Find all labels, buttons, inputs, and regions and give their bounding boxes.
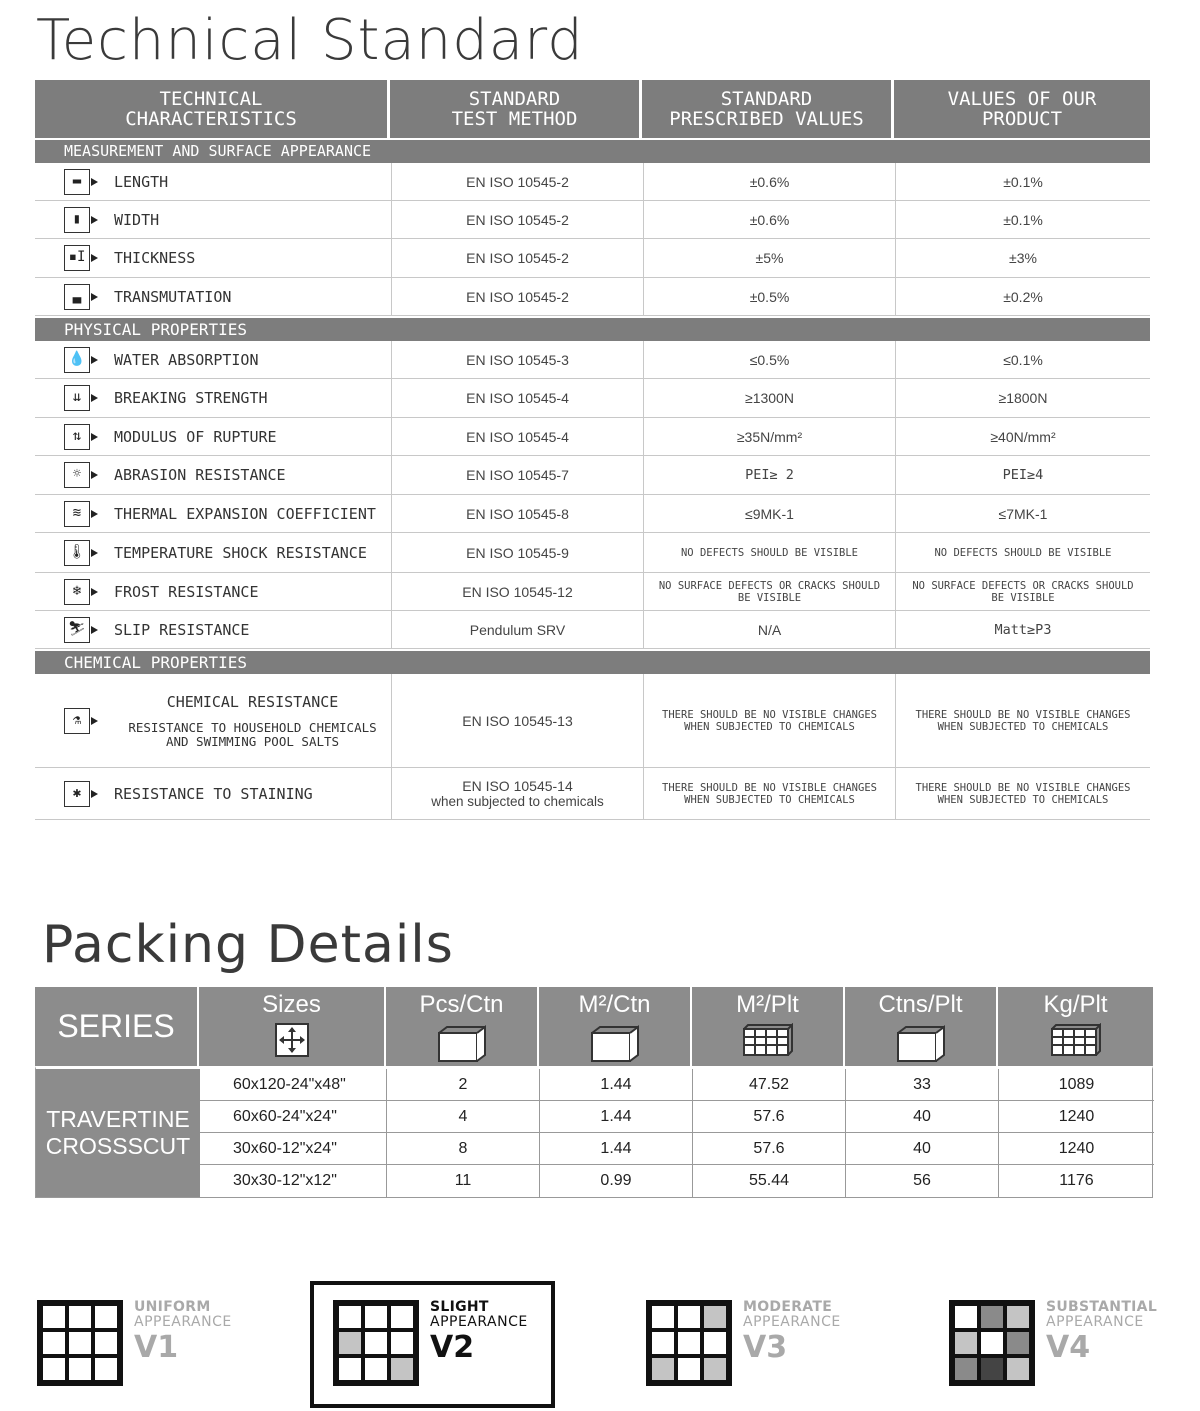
test-method-cell: EN ISO 10545-2 (392, 278, 644, 315)
grid-cell (1005, 1304, 1031, 1330)
characteristic-cell (35, 495, 392, 532)
ctns-plt-cell: 33 (846, 1069, 999, 1100)
packing-table-header (35, 987, 1153, 1066)
grid-cell (979, 1356, 1005, 1382)
kg-plt-cell: 1176 (1059, 1172, 1094, 1189)
characteristic-cell (35, 418, 392, 455)
appearance-label: MODERATE (743, 1299, 833, 1315)
test-method-cell: EN ISO 10545-2 (392, 201, 644, 238)
characteristic-label: SLIP RESISTANCE (114, 620, 250, 639)
test-method-cell: EN ISO 10545-2 (392, 239, 644, 277)
characteristic-label: BREAKING STRENGTH (114, 389, 268, 407)
characteristic-cell (35, 163, 392, 200)
prescribed-value-cell: ±0.5% (644, 278, 896, 315)
size-cell: 30x30-12"x12" (200, 1165, 387, 1197)
characteristic-cell (35, 611, 392, 648)
grid-cell (93, 1304, 119, 1330)
header-ctns-plt: Ctns/Plt (845, 987, 998, 1066)
method-subtitle: when subjected to chemicals (431, 794, 604, 809)
carton-icon (895, 1023, 947, 1063)
characteristic-cell (35, 533, 392, 572)
test-method-cell: EN ISO 10545-13 (392, 674, 644, 767)
table-row (35, 418, 1150, 456)
table-row (35, 533, 1150, 573)
m2-ctn-cell: 1.44 (540, 1069, 693, 1100)
pallet-icon (742, 1023, 794, 1057)
grid-cell (67, 1356, 93, 1382)
characteristic-cell (35, 278, 392, 315)
grid-cell (676, 1356, 702, 1382)
grid-cell (650, 1356, 676, 1382)
grid-cell (979, 1330, 1005, 1356)
grid-cell (389, 1330, 415, 1356)
ctns-plt-cell: 40 (846, 1101, 999, 1132)
grid-cell (93, 1330, 119, 1356)
appearance-v1 (37, 1300, 232, 1386)
grid-cell (650, 1304, 676, 1330)
test-method-cell: EN ISO 10545-4 (392, 418, 644, 455)
abrasion-resistance-icon: ☼ (64, 461, 98, 489)
grid-cell (676, 1304, 702, 1330)
characteristic-label: RESISTANCE TO STAINING (114, 784, 313, 803)
size-cell: 30x60-12"x24" (200, 1133, 387, 1164)
packing-details-title: Packing Details (42, 915, 454, 975)
thickness-icon: ▪I (64, 244, 98, 272)
table-row (35, 768, 1150, 820)
breaking-strength-icon: ⇊ (64, 384, 98, 412)
our-value-cell: ≤7MK-1 (998, 505, 1048, 522)
header-pcs-ctn: Pcs/Ctn (386, 987, 539, 1066)
characteristic-label: WIDTH (114, 210, 160, 229)
grid-cell (389, 1356, 415, 1382)
our-value-cell: NO DEFECTS SHOULD BE VISIBLE (934, 546, 1112, 559)
packing-details-table (35, 987, 1153, 1198)
appearance-code: V1 (134, 1330, 179, 1365)
prescribed-value-cell: THERE SHOULD BE NO VISIBLE CHANGES WHEN SUBJECTED TO CHEMICALS (644, 768, 896, 819)
grid-cell (676, 1330, 702, 1356)
prescribed-value-cell: NO SURFACE DEFECTS OR CRACKS SHOULD BE VISIBLE (644, 573, 896, 610)
our-value-cell: NO SURFACE DEFECTS OR CRACKS SHOULD BE VISIBLE (912, 579, 1134, 604)
move-arrows-icon (275, 1023, 309, 1057)
test-method-cell: EN ISO 10545-2 (392, 163, 644, 200)
table-row (35, 239, 1150, 278)
test-method-cell: EN ISO 10545-7 (392, 456, 644, 494)
grid-cell (953, 1356, 979, 1382)
header-kg-plt: Kg/Plt (998, 987, 1153, 1066)
grid-cell (337, 1330, 363, 1356)
appearance-code: V3 (743, 1330, 788, 1365)
our-value-cell: ≥40N/mm² (990, 428, 1056, 445)
characteristic-label: FROST RESISTANCE (114, 582, 259, 601)
ctns-plt-cell: 56 (846, 1165, 999, 1197)
characteristic-label: LENGTH (114, 172, 169, 191)
temperature-shock-icon: 🌡 (64, 539, 98, 567)
appearance-sub: APPEARANCE (743, 1314, 841, 1330)
series-name: TRAVERTINE CROSSSCUT (36, 1069, 200, 1197)
table-row (35, 379, 1150, 418)
grid-cell (702, 1330, 728, 1356)
table-row (35, 278, 1150, 316)
characteristic-label: TEMPERATURE SHOCK RESISTANCE (114, 543, 367, 562)
grid-cell (67, 1304, 93, 1330)
characteristic-cell (35, 341, 392, 378)
prescribed-value-cell: ≤9MK-1 (644, 495, 896, 532)
header-m2-ctn: M²/Ctn (539, 987, 692, 1066)
kg-plt-cell: 1240 (1058, 1107, 1095, 1125)
m2-ctn-cell: 1.44 (540, 1133, 693, 1164)
prescribed-value-cell: ±0.6% (644, 163, 896, 200)
appearance-sub: APPEARANCE (134, 1314, 232, 1330)
header-technical-characteristics: TECHNICAL CHARACTERISTICS (35, 80, 390, 138)
table-row (35, 341, 1150, 379)
appearance-label: SUBSTANTIAL (1046, 1299, 1158, 1315)
table-row (35, 573, 1150, 611)
grid-cell (702, 1356, 728, 1382)
our-value-cell: ±0.1% (1003, 211, 1043, 228)
m2-plt-cell: 57.6 (693, 1101, 846, 1132)
prescribed-value-cell: THERE SHOULD BE NO VISIBLE CHANGES WHEN SUBJECTED TO CHEMICALS (644, 674, 896, 767)
our-value-cell: ±0.2% (1003, 288, 1043, 305)
slip-resistance-icon: ⛷ (64, 616, 98, 644)
modulus-of-rupture-icon: ⇅ (64, 423, 98, 451)
header-test-method: STANDARD TEST METHOD (390, 80, 642, 138)
characteristic-cell (35, 201, 392, 238)
chemical-resistance-icon: ⚗ (64, 707, 98, 735)
table-row (200, 1133, 1154, 1165)
variation-grid-icon (949, 1300, 1035, 1386)
our-value-cell: ≤0.1% (1003, 351, 1043, 368)
kg-plt-cell: 1240 (1058, 1139, 1095, 1157)
packing-table-body (35, 1066, 1153, 1198)
characteristic-label: WATER ABSORPTION (114, 350, 259, 369)
pcs-ctn-cell: 8 (387, 1133, 540, 1164)
characteristic-label: MODULUS OF RUPTURE (114, 427, 277, 446)
grid-cell (702, 1304, 728, 1330)
test-method-cell: Pendulum SRV (392, 611, 644, 648)
prescribed-value-cell: ≥35N/mm² (644, 418, 896, 455)
length-icon: ▬ (64, 168, 98, 196)
characteristic-cell (35, 573, 392, 610)
pallet-icon (1050, 1023, 1102, 1057)
prescribed-value-cell: N/A (644, 611, 896, 648)
grid-cell (389, 1304, 415, 1330)
water-absorption-icon: 💧 (64, 346, 98, 374)
test-method-cell: EN ISO 10545-14 when subjected to chemicals (392, 768, 644, 819)
appearance-v3 (646, 1300, 841, 1386)
table-row (200, 1101, 1154, 1133)
prescribed-value-cell: ≤0.5% (644, 341, 896, 378)
table-row (35, 456, 1150, 495)
kg-plt-cell: 1089 (1058, 1075, 1095, 1093)
technical-table-header (35, 80, 1150, 138)
table-row (35, 201, 1150, 239)
header-our-values: VALUES OF OUR PRODUCT (894, 80, 1150, 138)
variation-grid-icon (333, 1300, 419, 1386)
test-method-cell: EN ISO 10545-3 (392, 341, 644, 378)
carton-icon (436, 1023, 488, 1063)
header-prescribed-values: STANDARD PRESCRIBED VALUES (642, 80, 894, 138)
grid-cell (953, 1330, 979, 1356)
characteristic-cell (35, 239, 392, 277)
prescribed-value-cell: NO DEFECTS SHOULD BE VISIBLE (644, 533, 896, 572)
characteristic-subtitle: RESISTANCE TO HOUSEHOLD CHEMICALS AND SWIMMING POOL SALTS (128, 719, 377, 749)
transmutation-icon: ▃ (64, 283, 98, 311)
grid-cell (1005, 1330, 1031, 1356)
grid-cell (363, 1356, 389, 1382)
grid-cell (41, 1330, 67, 1356)
table-row (200, 1069, 1154, 1101)
characteristic-label: TRANSMUTATION (114, 287, 232, 306)
table-row (35, 163, 1150, 201)
prescribed-value-cell: ±5% (644, 239, 896, 277)
our-value-cell: THERE SHOULD BE NO VISIBLE CHANGES WHEN SUBJECTED TO CHEMICALS (915, 781, 1131, 806)
test-method-cell: EN ISO 10545-9 (392, 533, 644, 572)
our-value-cell: ≥1800N (998, 390, 1048, 406)
size-cell: 60x60-24"x24" (200, 1101, 387, 1132)
section-header: PHYSICAL PROPERTIES (35, 318, 1150, 341)
header-series: SERIES (35, 987, 199, 1066)
ctns-plt-cell: 40 (846, 1133, 999, 1164)
appearance-sub: APPEARANCE (430, 1314, 528, 1330)
prescribed-value-cell: ±0.6% (644, 201, 896, 238)
header-m2-plt: M²/Plt (692, 987, 845, 1066)
table-row (200, 1165, 1154, 1197)
our-value-cell: PEI≥4 (1002, 467, 1044, 483)
m2-ctn-cell: 0.99 (540, 1165, 693, 1197)
test-method-cell: EN ISO 10545-4 (392, 379, 644, 417)
carton-icon (589, 1023, 641, 1063)
variation-grid-icon (37, 1300, 123, 1386)
grid-cell (1005, 1356, 1031, 1382)
prescribed-value-cell: ≥1300N (644, 379, 896, 417)
grid-cell (337, 1304, 363, 1330)
test-method-cell: EN ISO 10545-12 (392, 573, 644, 610)
grid-cell (979, 1304, 1005, 1330)
characteristic-label: THICKNESS (114, 249, 196, 267)
table-row (35, 674, 1150, 768)
grid-cell (67, 1330, 93, 1356)
our-value-cell: ±0.1% (1003, 173, 1043, 190)
characteristic-cell (35, 456, 392, 494)
appearance-v4 (949, 1300, 1157, 1386)
characteristic-label: THERMAL EXPANSION COEFFICIENT (114, 504, 376, 523)
technical-standard-title: Technical Standard (36, 8, 584, 73)
prescribed-value-cell: PEI≥ 2 (644, 456, 896, 494)
m2-ctn-cell: 1.44 (540, 1101, 693, 1132)
table-row (35, 495, 1150, 533)
grid-cell (953, 1304, 979, 1330)
pcs-ctn-cell: 2 (387, 1069, 540, 1100)
technical-standard-table (35, 80, 1150, 820)
grid-cell (363, 1304, 389, 1330)
m2-plt-cell: 55.44 (693, 1165, 846, 1197)
grid-cell (93, 1356, 119, 1382)
staining-resistance-icon: ✱ (64, 780, 98, 808)
our-value-cell: THERE SHOULD BE NO VISIBLE CHANGES WHEN SUBJECTED TO CHEMICALS (915, 708, 1131, 733)
test-method-cell: EN ISO 10545-8 (392, 495, 644, 532)
grid-cell (41, 1304, 67, 1330)
grid-cell (650, 1330, 676, 1356)
section-header: MEASUREMENT AND SURFACE APPEARANCE (35, 140, 1150, 163)
characteristic-label: CHEMICAL RESISTANCE (166, 692, 339, 711)
header-sizes: Sizes (199, 987, 386, 1066)
appearance-sub: APPEARANCE (1046, 1314, 1144, 1330)
variation-grid-icon (646, 1300, 732, 1386)
our-value-cell: ±3% (1009, 250, 1037, 266)
section-header: CHEMICAL PROPERTIES (35, 651, 1150, 674)
thermal-expansion-icon: ≋ (64, 500, 98, 528)
frost-resistance-icon: ❄ (64, 578, 98, 606)
table-row (35, 611, 1150, 649)
characteristic-cell (35, 768, 392, 819)
appearance-label: UNIFORM (134, 1299, 211, 1315)
grid-cell (41, 1356, 67, 1382)
width-icon: ▮ (64, 206, 98, 234)
size-cell: 60x120-24"x48" (200, 1069, 387, 1100)
our-value-cell: Matt≥P3 (994, 621, 1052, 638)
pcs-ctn-cell: 11 (387, 1165, 540, 1197)
appearance-v2 (333, 1300, 528, 1386)
appearance-code: V4 (1046, 1330, 1091, 1365)
grid-cell (363, 1330, 389, 1356)
characteristic-cell (35, 674, 392, 767)
pcs-ctn-cell: 4 (387, 1101, 540, 1132)
grid-cell (337, 1356, 363, 1382)
m2-plt-cell: 57.6 (693, 1133, 846, 1164)
m2-plt-cell: 47.52 (693, 1069, 846, 1100)
characteristic-label: ABRASION RESISTANCE (114, 466, 286, 484)
appearance-label: SLIGHT (430, 1299, 489, 1315)
characteristic-cell (35, 379, 392, 417)
appearance-code: V2 (430, 1330, 475, 1365)
